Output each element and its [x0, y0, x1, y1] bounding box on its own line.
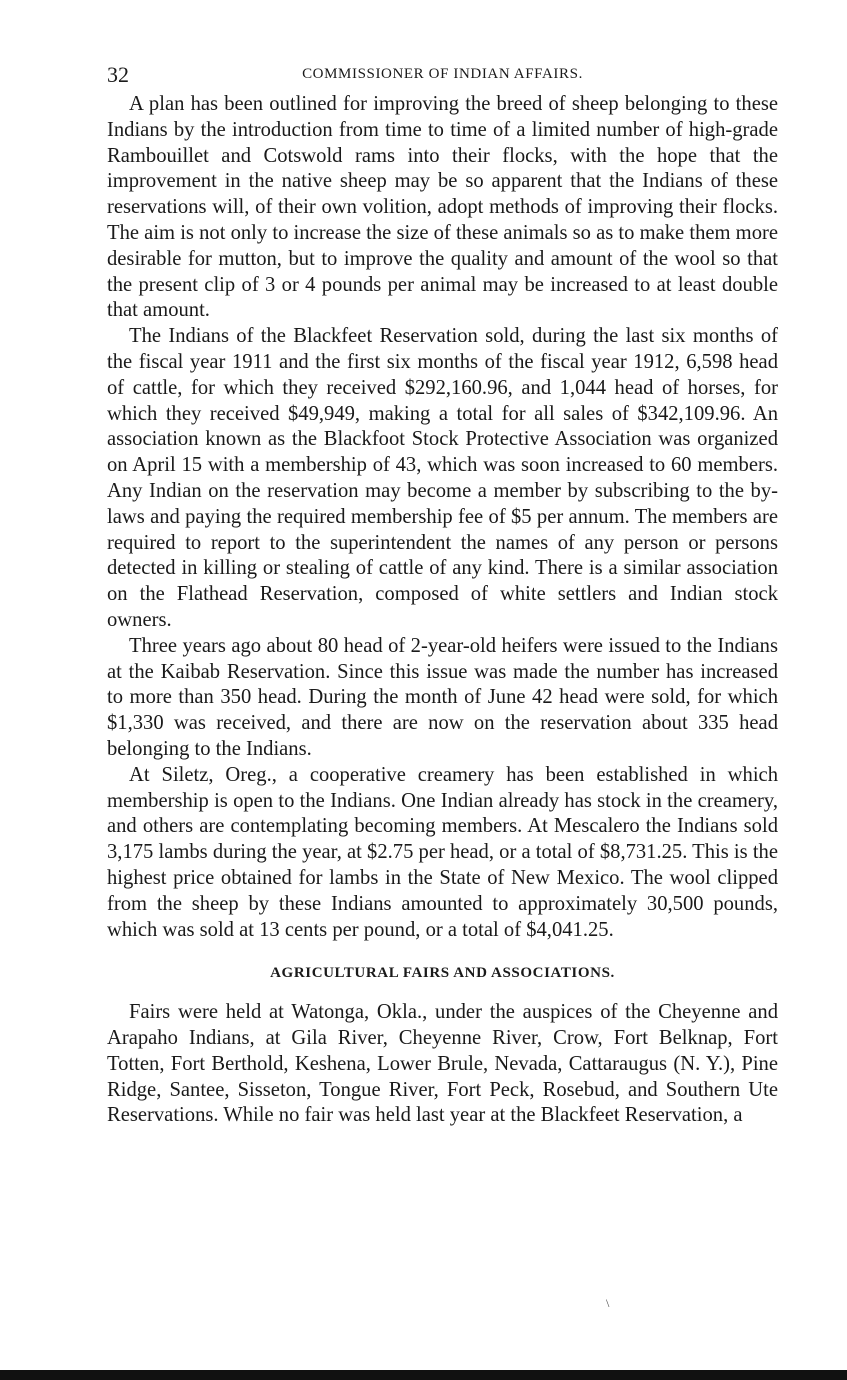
- paragraph-siletz-creamery: At Siletz, Oreg., a cooperative creamery has been established in which membership is open to the Indians. One Indian already has stock in the creamery, and others are contemplating becoming members. At Mescalero the Indians sold 3,175 lambs during the year, at $2.75 per head, or a total of $8,731.25. This is the highest price obtained for lambs in the State of New Mexico. The wool clipped from the sheep by these Indians amounted to approximately 30,500 pounds, which was sold at 13 cents per pound, or a total of $4,041.25.: [107, 763, 778, 941]
- paragraph-sheep-breeding: A plan has been outlined for improving the breed of sheep belonging to these Indians by the introduction from time to time of a limited number of high-grade Rambouillet and Cotswold rams into their flocks, with the hope that the improvement in the native sheep may be so apparent that the Indians of these reservations will, of their own volition, adopt methods of improving their flocks. The aim is not only to increase the size of these animals so as to make them more desirable for mutton, but to improve the quality and amount of the wool so that the present clip of 3 or 4 pounds per animal may be increased to at least double that amount.: [107, 93, 778, 322]
- running-title: COMMISSIONER OF INDIAN AFFAIRS.: [302, 66, 583, 82]
- paragraph-kaibab-heifers: Three years ago about 80 head of 2-year-old heifers were issued to the Indians at the Kaibab Reservation. Since this issue was made the number has increased to more than 350 head. During the month of June 42 head were sold, for which $1,330 was received, and there are now on the reservation about 335 head belonging to the Indians.: [107, 634, 778, 760]
- body-text: [107, 92, 778, 1129]
- paragraph-fairs: Fairs were held at Watonga, Okla., under the auspices of the Cheyenne and Arapaho Indians, at Gila River, Cheyenne River, Crow, Fort Belknap, Fort Totten, Fort Berthold, Keshena, Lower Brule, Nevada, Cattaraugus (N. Y.), Pine Ridge, Santee, Sisseton, Tongue River, Fort Peck, Rosebud, and Southern Ute Reservations. While no fair was held last year at the Blackfeet Reservation, a: [107, 1001, 778, 1127]
- paragraph-blackfeet-sales: The Indians of the Blackfeet Reservation sold, during the last six months of the fiscal year 1911 and the first six months of the fiscal year 1912, 6,598 head of cattle, for which they received $292,160.96, and 1,044 head of horses, for which they received $49,949, making a total for all sales of $342,109.96. An association known as the Blackfoot Stock Protective Association was organized on April 15 with a membership of 43, which was soon increased to 60 members. Any Indian on the reservation may become a member by subscribing to the by-laws and paying the required membership fee of $5 per annum. The members are required to report to the superintendent the names of any person or persons detected in killing or stealing of cattle of any kind. There is a similar association on the Flathead Reservation, composed of white settlers and Indian stock owners.: [107, 325, 778, 631]
- scan-border: [0, 1370, 847, 1380]
- document-page: [107, 62, 778, 1129]
- section-heading: AGRICULTURAL FAIRS AND ASSOCIATIONS.: [270, 965, 615, 982]
- page-number: 32: [107, 62, 129, 87]
- running-head: [107, 62, 778, 92]
- scan-speck: \: [606, 1296, 610, 1310]
